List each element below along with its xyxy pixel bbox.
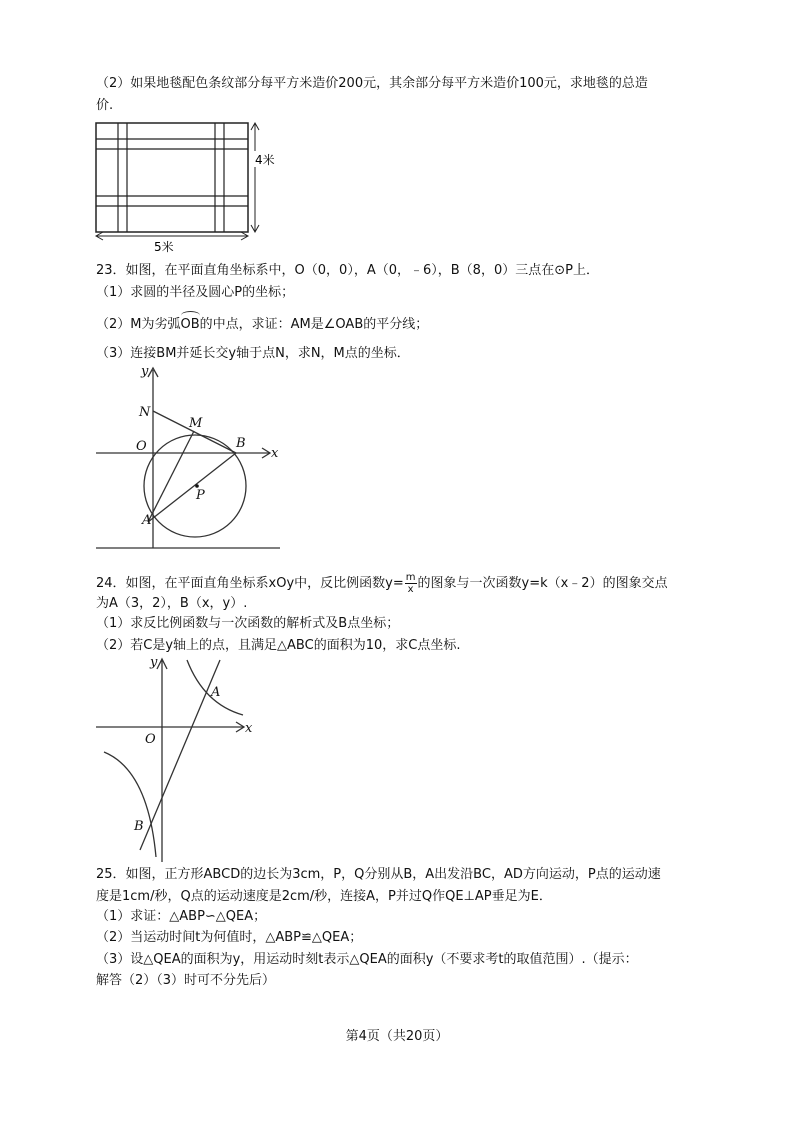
q24-fraction xyxy=(405,572,417,595)
q25-stem-line1: 25．如图，正方形ABCD的边长为3cm，P，Q分别从B，A出发沿BC，AD方向运动，P点的运动速 xyxy=(96,867,661,882)
arc-ob-label: OB xyxy=(181,315,200,335)
q24-label-x: x xyxy=(245,721,253,736)
q23-stem: 23．如图，在平面直角坐标系中，O（0，0），A（0，﹣6），B（8，0）三点在⊙P上． xyxy=(96,263,599,278)
q24-label-A: A xyxy=(211,685,221,700)
q24-label-y: y xyxy=(150,655,158,670)
q24-graph-figure xyxy=(94,652,256,864)
q24-frac-num: m xyxy=(405,572,416,583)
q23-label-A: A xyxy=(142,513,152,528)
q23-label-O: O xyxy=(136,439,147,454)
q23-label-P: P xyxy=(196,488,205,503)
q22-carpet-figure xyxy=(92,118,282,256)
q24-stem-post: 的图象与一次函数y=k（x﹣2）的图象交点 xyxy=(417,576,668,591)
q23-label-B: B xyxy=(236,436,246,451)
page-footer: 第4页（共20页） xyxy=(345,1029,449,1044)
q24-part2: （2）若C是y轴上的点，且满足△ABC的面积为10，求C点坐标. xyxy=(96,638,461,653)
q23-part3: （3）连接BM并延长交y轴于点N，求N，M点的坐标． xyxy=(96,346,410,361)
q23-label-N: N xyxy=(139,405,151,420)
q24-frac-den: x xyxy=(407,584,414,595)
q23-part2-post: 的中点，求证：AM是∠OAB的平分线； xyxy=(199,317,429,332)
q23-label-M: M xyxy=(189,416,203,431)
q24-stem-pre: 24．如图，在平面直角坐标系xOy中，反比例函数y= xyxy=(96,576,404,591)
q24-label-O: O xyxy=(145,732,156,747)
q23-part1: （1）求圆的半径及圆心P的坐标； xyxy=(96,285,295,300)
q25-part3-line1: （3）设△QEA的面积为y，用运动时刻t表示△QEA的面积y（不要求考t的取值范围）.（提示： xyxy=(96,952,638,967)
q22-part2-line1: （2）如果地毯配色条纹部分每平方米造价200元，其余部分每平方米造价100元，求地毯的总造 xyxy=(96,76,648,91)
q24-stem-line1 xyxy=(96,572,668,595)
q23-part2 xyxy=(96,315,428,335)
q23-label-y: y xyxy=(141,364,149,379)
q22-label-height: 4米 xyxy=(255,153,275,167)
q22-label-width: 5米 xyxy=(154,240,174,254)
q24-part1: （1）求反比例函数与一次函数的解析式及B点坐标； xyxy=(96,616,400,631)
q23-part2-pre: （2）M为劣弧 xyxy=(96,317,181,332)
q24-stem-line2: 为A（3，2），B（x，y）. xyxy=(96,596,248,611)
q22-part2-line2: 价. xyxy=(96,98,114,113)
q25-stem-line2: 度是1cm/秒，Q点的运动速度是2cm/秒，连接A，P并过Q作QE⊥AP垂足为E． xyxy=(96,889,552,904)
q25-part2: （2）当运动时间t为何值时，△ABP≌△QEA； xyxy=(96,930,363,945)
q25-part1: （1）求证：△ABP∽△QEA； xyxy=(96,909,267,924)
q25-part3-line2: 解答（2）（3）时可不分先后） xyxy=(96,973,276,988)
q23-circle-figure xyxy=(94,364,286,550)
q24-label-B: B xyxy=(134,819,144,834)
q23-label-x: x xyxy=(271,446,279,461)
